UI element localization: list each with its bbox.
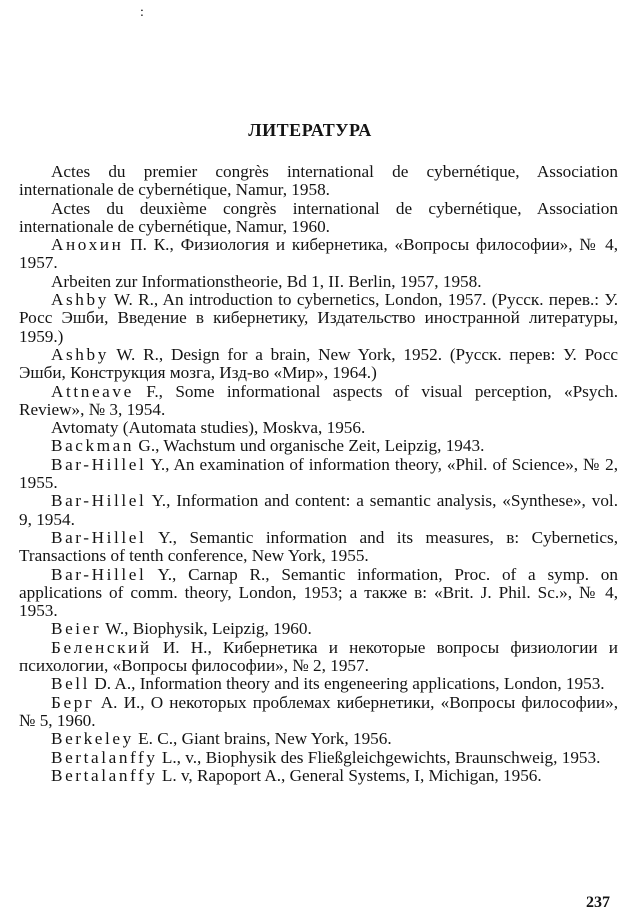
reference-author: Берг — [51, 692, 95, 712]
reference-item — [19, 620, 618, 638]
reference-text: L. v, Rapoport A., General Systems, I, Michigan, 1956. — [157, 765, 542, 785]
reference-author: Attneave — [51, 381, 134, 401]
reference-author: Bar-Hillel — [51, 564, 147, 584]
reference-author: Ashby — [51, 344, 109, 364]
reference-text: Actes du premier congrès international de cybernétique, Association internationale de cybernétique, Namur, 1958. — [19, 162, 618, 200]
reference-text: Avtomaty (Automata studies), Moskva, 1956. — [51, 418, 366, 438]
reference-author: Анохин — [51, 235, 124, 255]
reference-text: Y., Semantic information and its measures, в: Cybernetics, Transactions of tenth conference, New York, 1955. — [19, 527, 618, 566]
reference-author: Berkeley — [51, 729, 134, 749]
reference-text: Actes du deuxième congrès international de cybernétique, Association internationale de cybernétique, Namur, 1960. — [19, 198, 618, 236]
reference-item — [19, 492, 618, 529]
reference-item — [19, 694, 618, 731]
reference-text: W. R., An introduction to cybernetics, London, 1957. (Русск. перев.: У. Росс Эшби, Введение в кибернетику, Издательство иностранной литературы, 1959.) — [19, 290, 618, 346]
reference-text: Y., Carnap R., Semantic information, Proc. of a symp. on applications of comm. theory, London, 1953; а также в: «Brit. J. Phil. Sc.», № 4, 1953. — [19, 564, 618, 621]
reference-author: Bertalanffy — [51, 765, 158, 785]
reference-item — [19, 437, 618, 455]
reference-author: Bertalanffy — [51, 747, 158, 767]
reference-author: Bar-Hillel — [51, 454, 147, 474]
reference-author: Bar-Hillel — [51, 491, 147, 511]
reference-text: L., v., Biophysik des Fließgleichgewichts, Braunschweig, 1953. — [157, 747, 601, 767]
reference-text: И. Н., Кибернетика и некоторые вопросы физиологии и психологии, «Вопросы философии», № 2, 1957. — [19, 637, 618, 676]
reference-item — [19, 291, 618, 346]
reference-text: E. C., Giant brains, New York, 1956. — [133, 729, 392, 749]
page-title: ЛИТЕРАТУРА — [248, 120, 372, 140]
reference-item — [19, 383, 618, 420]
reference-item — [19, 419, 618, 437]
reference-text: W., Biophysik, Leipzig, 1960. — [101, 619, 312, 639]
reference-author: Ashby — [51, 290, 109, 310]
reference-author: Bar-Hillel — [51, 527, 147, 547]
reference-text: G., Wachstum und organische Zeit, Leipzig, 1943. — [134, 436, 485, 456]
reference-item — [19, 236, 618, 273]
page-number: 237 — [586, 894, 610, 911]
reference-text: D. A., Information theory and its engeneering applications, London, 1953. — [90, 674, 605, 694]
reference-text: W. R., Design for a brain, New York, 1952. (Русск. перев: У. Росс Эшби, Конструкция мозга, Изд-во «Мир», 1964.) — [19, 344, 618, 383]
reference-item — [19, 200, 618, 237]
reference-text: Y., Information and content: a semantic analysis, «Synthese», vol. 9, 1954. — [19, 491, 618, 529]
reference-author: Beier — [51, 619, 102, 639]
reference-item — [19, 749, 618, 767]
reference-item — [19, 346, 618, 383]
reference-item — [19, 163, 618, 200]
reference-text: П. К., Физиология и кибернетика, «Вопросы философии», № 4, 1957. — [19, 235, 618, 273]
reference-item — [19, 730, 618, 748]
reference-text: F., Some informational aspects of visual perception, «Psych. Review», № 3, 1954. — [19, 381, 618, 419]
reference-item — [19, 273, 618, 291]
reference-text: Arbeiten zur Informationstheorie, Bd 1, II. Berlin, 1957, 1958. — [51, 271, 482, 291]
reference-author: Bell — [51, 674, 91, 694]
reference-author: Беленский — [51, 637, 152, 657]
reference-list — [19, 163, 618, 785]
page-corner-mark: : — [140, 5, 144, 20]
reference-text: А. И., О некоторых проблемах кибернетики, «Вопросы философии», № 5, 1960. — [19, 692, 618, 730]
reference-item — [19, 566, 618, 621]
reference-text: Y., An examination of information theory, «Phil. of Science», № 2, 1955. — [19, 454, 618, 493]
reference-item — [19, 767, 618, 785]
reference-item — [19, 529, 618, 566]
reference-item — [19, 675, 618, 693]
reference-item — [19, 456, 618, 493]
reference-author: Backman — [51, 436, 135, 456]
reference-item — [19, 639, 618, 676]
